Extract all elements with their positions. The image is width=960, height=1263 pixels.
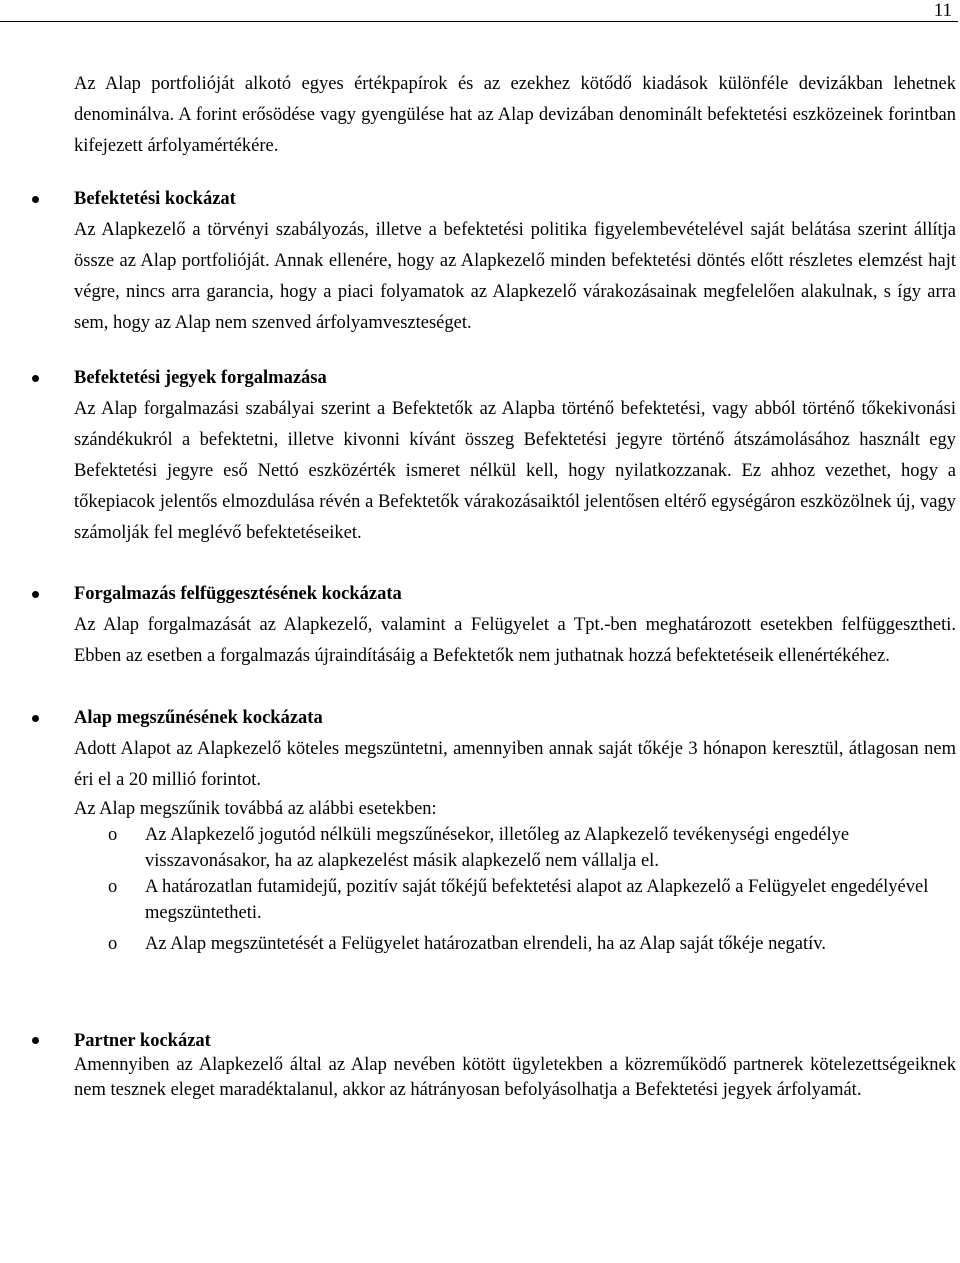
list-item	[74, 931, 956, 957]
section-heading: Alap megszűnésének kockázata	[74, 708, 323, 728]
list-item-text: Az Alapkezelő jogutód nélküli megszűnésekor, illetőleg az Alapkezelő tevékenységi engedélye visszavonásakor, ha az alapkezelést másik alapkezelő nem vállalja el.	[145, 825, 850, 871]
list-item	[74, 822, 956, 874]
section-partner	[74, 1029, 956, 1102]
section-heading: Befektetési kockázat	[74, 189, 236, 209]
section-body: Az Alap forgalmazási szabályai szerint a Befektetők az Alapba történő befektetési, vagy abból történő tőkekivonási szándékukról a befektetni, illetve kivonni kívánt összeg Befektetési jegyre történő átszámolásához használt egy Befektetési jegyre eső Nettó eszközérték ismeret nélkül kell, hogy nyilatkozzanak. Ez ahhoz vezethet, hogy a tőkepiacok jelentős elmozdulása révén a Befektetők várakozásaiktól jelentősen eltérő egységáron eszközölnek új, vagy számolják fel meglévő befektetéseiket.	[74, 399, 956, 543]
intro-paragraph: Az Alap portfolióját alkotó egyes értékpapírok és az ezekhez kötődő kiadások különféle devizákban lehetnek denominálva. A forint erősödése vagy gyengülése hat az Alap devizában denominált befektetési eszközeinek forintban kifejezett árfolyamértékére.	[74, 74, 956, 156]
page-number: 11	[933, 0, 952, 21]
section-jegyek-forgalmazasa	[74, 363, 956, 549]
list-item	[74, 874, 956, 926]
list-marker: o	[108, 825, 118, 845]
list-intro: Az Alap megszűnik továbbá az alábbi esetekben:	[74, 799, 437, 819]
section-body: Az Alapkezelő a törvényi szabályozás, illetve a befektetési politika figyelembevételével saját belátása szerint állítja össze az Alap portfolióját. Annak ellenére, hogy az Alapkezelő minden befektetési döntés előtt részletes elemzést hajt végre, nincs arra garancia, hogy a piaci folyamatok az Alapkezelő várakozásainak megfelelően alakulnak, s így arra sem, hogy az Alap nem szenved árfolyamveszteséget.	[74, 220, 956, 333]
bullet-icon	[32, 375, 39, 382]
section-body: Az Alap forgalmazását az Alapkezelő, valamint a Felügyelet a Tpt.-ben meghatározott esetekben felfüggesztheti. Ebben az esetben a forgalmazás újraindításáig a Befektetők nem juthatnak hozzá befektetéseik ellenértékéhez.	[74, 615, 956, 666]
bullet-icon	[32, 196, 39, 203]
document-body	[74, 69, 956, 1102]
section-heading: Partner kockázat	[74, 1031, 211, 1051]
section-befektetesi-kockazat	[74, 184, 956, 339]
section-felfuggesztes	[74, 579, 956, 672]
bullet-icon	[32, 715, 39, 722]
bullet-icon	[32, 591, 39, 598]
header-rule	[0, 21, 958, 22]
termination-cases-list	[74, 822, 956, 957]
section-heading: Forgalmazás felfüggesztésének kockázata	[74, 584, 402, 604]
section-body: Amennyiben az Alapkezelő által az Alap nevében kötött ügyletekben a közreműködő partnerek kötelezettségeiknek nem tesznek eleget maradéktalanul, akkor az hátrányosan befolyásolhatja a Befektetési jegyek árfolyamát.	[74, 1055, 956, 1100]
list-marker: o	[108, 934, 118, 954]
section-heading: Befektetési jegyek forgalmazása	[74, 368, 327, 388]
list-item-text: Az Alap megszüntetését a Felügyelet határozatban elrendeli, ha az Alap saját tőkéje negatív.	[145, 934, 826, 954]
list-marker: o	[108, 877, 118, 897]
section-megszunes	[74, 703, 956, 957]
bullet-icon	[32, 1037, 39, 1044]
section-body: Adott Alapot az Alapkezelő köteles megszüntetni, amennyiben annak saját tőkéje 3 hónapon keresztül, átlagosan nem éri el a 20 millió forintot.	[74, 739, 956, 790]
list-item-text: A határozatlan futamidejű, pozitív saját tőkéjű befektetési alapot az Alapkezelő a Felügyelet engedélyével megszüntetheti.	[145, 877, 929, 923]
